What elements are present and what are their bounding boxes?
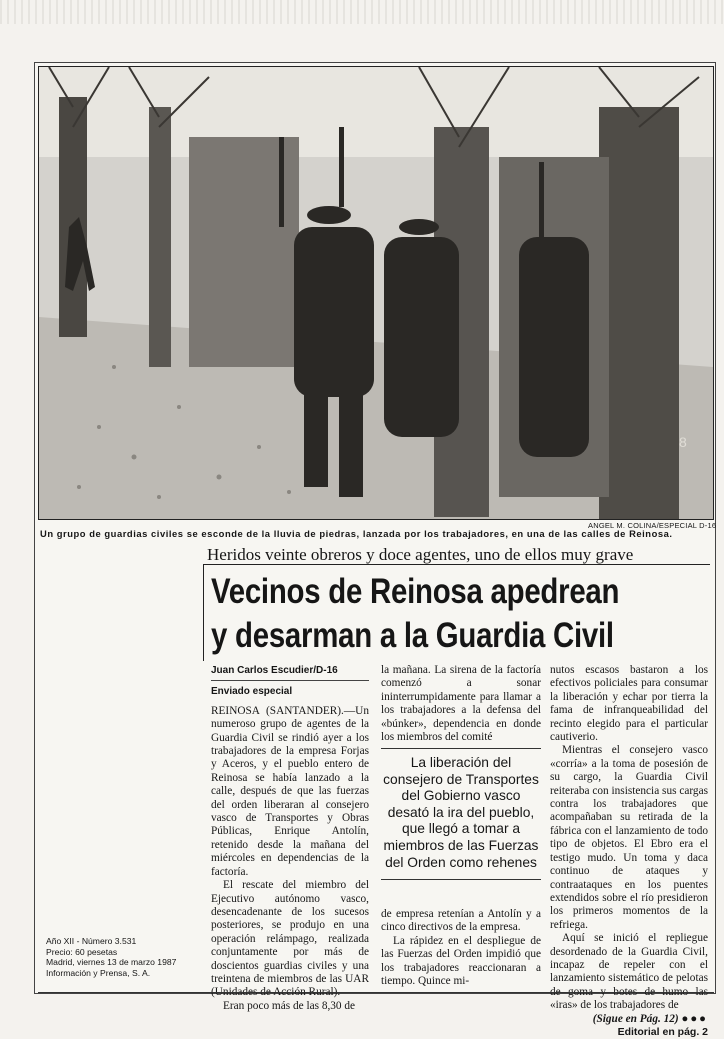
paragraph: Mientras el consejero vasco «corría» a la toma de posesión de su cargo, la Guardia Civil reiteraba con insistencia sus cargas contra los trabajadores que acompañaban su retirada de la fábrica con el lanzamiento de todo tipo de objetos. El Ebro era el testigo mudo. Un toma y daca continuo de ataques y contraataques en los puentes extendidos sobre el río presidieron los primeros momentos de la refriega. bbox=[550, 744, 708, 931]
photo-guardia-civil-image bbox=[39, 67, 713, 519]
paragraph: La rápidez en el despliegue de las Fuerzas del Orden impidió que los trabajadores reaccionaran a tiempo. Quince mi- bbox=[381, 934, 541, 988]
svg-text:8: 8 bbox=[679, 434, 687, 450]
headline bbox=[211, 570, 712, 658]
byline: Juan Carlos Escudier/D-16 bbox=[211, 664, 369, 681]
issue-number: Año XII - Número 3.531 bbox=[46, 936, 137, 946]
editorial-reference: Editorial en pág. 2 bbox=[617, 1025, 708, 1038]
photo-caption: Un grupo de guardias civiles se esconde de la lluvia de piedras, lanzada por los trabajadores, en una de las calles de Reinosa. bbox=[40, 528, 673, 539]
subheadline: Heridos veinte obreros y doce agentes, uno de ellos muy grave bbox=[207, 545, 634, 564]
headline-line-1: Vecinos de Reinosa apedrean bbox=[211, 572, 620, 611]
pull-quote: La liberación del consejero de Transportes del Gobierno vasco desató la ira del pueblo, que llegó a tomar a miembros de las Fuerzas del Orden como rehenes bbox=[381, 748, 541, 880]
enviado-especial: Enviado especial bbox=[211, 686, 293, 698]
article-column-1 bbox=[211, 664, 369, 1013]
paragraph: El rescate del miembro del Ejecutivo autónomo vasco, desencadenante de los sucesos posteriores, se produjo en una operación relámpago, realizada conjuntamente por más de doscientos guardias civiles y una treintena de miembros de las UAR (Unidades de Acción Rural). bbox=[211, 879, 369, 999]
paragraph: nutos escasos bastaron a los efectivos policiales para consumar la liberación y echar por tierra la fama de infranqueabilidad del recinto elegido para el particular cautiverio. bbox=[550, 664, 708, 744]
paragraph: Aquí se inició el repliegue desordenado de la Guardia Civil, incapaz de repeler con el lanzamiento sistemático de pelotas de goma y botes de humo las «iras» de los trabajadores de bbox=[550, 932, 708, 1012]
issue-price: Precio: 60 pesetas bbox=[46, 946, 118, 957]
headline-line-2: y desarman a la Guardia Civil bbox=[211, 616, 614, 655]
bullet-dots-icon: ●●● bbox=[681, 1012, 708, 1025]
publisher: Información y Prensa, S. A. bbox=[46, 967, 151, 978]
issue-info bbox=[46, 936, 176, 978]
article-column-3 bbox=[550, 664, 708, 1039]
continued-on-page: (Sigue en Pág. 12) ●●● bbox=[592, 1012, 708, 1025]
article-column-2-bottom bbox=[381, 908, 541, 988]
photo-credit: ANGEL M. COLINA/ESPECIAL D-16 bbox=[588, 521, 717, 530]
paragraph: Eran poco más de las 8,30 de bbox=[223, 999, 356, 1012]
news-photo bbox=[38, 66, 714, 520]
paragraph: REINOSA (SANTANDER).—Un numeroso grupo de agentes de la Guardia Civil se rindió ayer a los trabajadores de la empresa Forjas y Aceros, y el pueblo entero de Reinosa se había lanzado a la calle, después de que las fuerzas del orden liberaran al consejero vasco de Transportes y Obras Públicas, Enrique Antolín, retenido desde la mañana del miércoles en dependencias de la factoría. bbox=[211, 704, 369, 878]
issue-date: Madrid, viernes 13 de marzo 1987 bbox=[46, 957, 177, 968]
scan-noise bbox=[0, 0, 724, 24]
paragraph: la mañana. La sirena de la factoría comenzó a sonar ininterrumpidamente para llamar a los trabajadores a la defensa del «búnker», dependencia en donde los miembros del comité bbox=[381, 664, 541, 744]
article-column-2-top bbox=[381, 664, 541, 744]
bottom-rule bbox=[38, 992, 714, 993]
paragraph: de empresa retenían a Antolín y a cinco directivos de la empresa. bbox=[381, 908, 541, 934]
